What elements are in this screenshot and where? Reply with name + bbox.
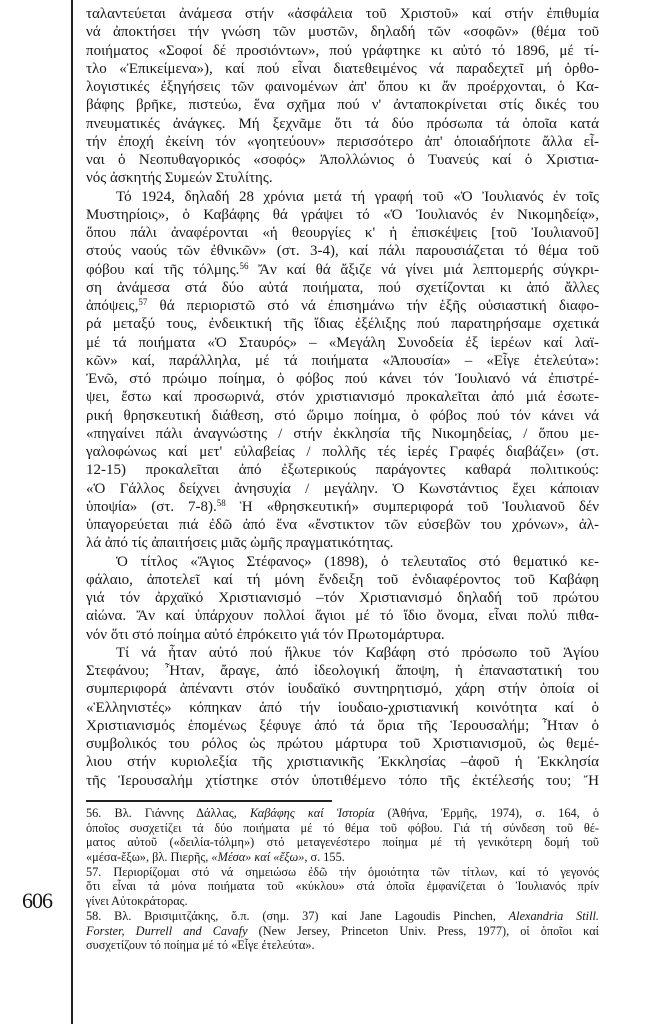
footnote-separator: [86, 800, 332, 802]
text-line: Χριστιανισμός ἑπομένως ξέφυγε ἀπό τά ὅρια τῆς Ἱερουσαλήμ; Ἦταν ὁ: [86, 717, 599, 734]
margin-rule: [71, 0, 73, 1024]
footnote-line: ὅτι εἶναι τά μόνα ποιήματα τοῦ «κύκλου» στά ὁποῖα ἐμφανίζεται ὁ Ἰουλιανός πρίν: [86, 879, 599, 894]
footnotes: [86, 806, 599, 953]
body-text: [86, 5, 599, 790]
text-line: ὅπου πάλι ἀναφέρονται «ἡ θεουργίες κ' ἡ ἐπισκέψεις [τοῦ Ἰουλιανοῦ]: [86, 225, 599, 241]
footnote-line: «μέσα-ἔξω», βλ. Πιερῆς, «Μέσα» καί «ἔξω», σ. 155.: [86, 850, 345, 865]
text-line: ση ἀνάμεσα στά δύο αὐτά ποιήματα, πού σχετίζονται κι ἀπό ἄλλες: [86, 279, 599, 296]
footnote-ref: 58: [216, 497, 226, 508]
text-line: Τό 1924, δηλαδή 28 χρόνια μετά τή γραφή τοῦ «Ὁ Ἰουλιανός ἐν τοῖς: [116, 188, 599, 205]
book-title: Forster, Durrell and Cavafy: [86, 923, 248, 938]
text-line: Ἐνῶ, στό πρώιμο ποίημα, ὁ φόβος πού κάνει τόν Ἰουλιανό νά ἐπιστρέ-: [86, 371, 599, 387]
footnote-line: ματος αὐτοῦ («δειλία-τόλμη») στό μεταγενέστερο ποίημα μέ τή γενικότερη δομή τοῦ: [86, 835, 599, 850]
text-line: «Ἑλληνιστές» κόπηκαν ἀπό τήν ἰουδαιο-χριστιανική κοινότητα καί ὁ: [86, 699, 599, 716]
text-line: Ὁ τίτλος «Ἅγιος Στέφανος» (1898), ὁ τελευταῖος στό θεματικό κε-: [116, 553, 599, 570]
footnote-line: γίνει Αὐτοκράτορας.: [86, 894, 188, 909]
footnote-line: 57. Περιορίζομαι στό νά σημειώσω ἐδῶ τήν ὁμοιότητα τῶν τίτλων, καί τό γεγονός: [86, 864, 599, 879]
text-line: νός ἀσκητής Συμεών Στυλίτης.: [86, 170, 273, 187]
text-line: τλο «Ἐπικείμενα»), καί πού εἶναι διατεθειμένος νά παραδεχτεῖ μή ὀρθο-: [86, 60, 599, 77]
text-line: φόβου καί τῆς τόλμης.$^{56}$ Ἄν καί θά ἄξιζε νά γίνει μιά λεπτομερής σύγκρι-: [86, 260, 599, 278]
book-title: Alexandria Still.: [508, 908, 599, 923]
text-line: Μυστηρίοις», ὁ Καβάφης θά γράψει τό «Ὁ Ἰουλιανός ἐν Νικομηδείᾳ»,: [86, 206, 599, 223]
text-line: λιου στήν κυριολεξία τῆς χριστιανικῆς Ἐκκλησίας –ἀφοῦ ἡ Ἐκκλησία: [86, 754, 599, 771]
footnote-ref: 57: [138, 297, 148, 307]
text-line: γιά τόν ἀρχαϊκό Χριστιανισμό –τόν Χριστιανισμό δηλαδή τοῦ πρώτου: [86, 590, 599, 606]
text-line: «πηγαίνει πάλι ἀναγνώστης / στήν ἐκκλησία τῆς Νικομηδείας, / ὅπου με-: [86, 425, 599, 442]
text-line: ρά μεταξύ τους, ἐνδεικτική τῆς ἴδιας ἐξέλιξης πού παρατηρήσαμε σχετικά: [86, 316, 599, 333]
text-line: κῶν» καί, παράλληλα, μέ τά ποιήματα «Ἀπουσία» – «Εἶγε ἐτελεύτα»:: [86, 352, 599, 369]
text-line: ποιήματος «Σοφοί δέ προσιόντων», πού γράφτηκε κι αὐτό τό 1896, μέ τί-: [86, 42, 599, 59]
text-line: πνευματικές ἀνάγκες. Μή ξεχνᾶμε ὅτι τά δύο πρόσωπα τά ὁποῖα κατά: [86, 115, 599, 132]
text-line: συμπεριφορά ἀπέναντι στόν ἰουδαϊκό συντηρητισμό, χάρη στήν ὁποία οἱ: [86, 681, 599, 698]
text-line: λογιστικές ἐξηγήσεις τῶν φαινομένων ἀπ' ὅπου κι ἄν προέρχονται, ὁ Κα-: [86, 79, 599, 95]
text-line: ψει, ἔστω καί προσωρινά, στόν χριστιανισμό προκαλεῖται ἀπό μιά ἐσωτε-: [86, 389, 599, 406]
text-line: στούς ναούς τῶν ἐθνικῶν» (στ. 3-4), καί πάλι παρουσιάζεται τό θέμα τοῦ: [86, 243, 599, 260]
footnote-line: ὁποῖος συσχετίζει τά δύο ποιήματα μέ τό θέμα τοῦ φόβου. Γιά τή σύνδεση τοῦ θέ-: [86, 820, 599, 835]
text-line: φάλαιο, ἀποτελεῖ καί τή μόνη ἔνδειξη τοῦ ἐνδιαφέροντος τοῦ Καβάφη: [86, 571, 599, 588]
text-line: τήν ἐποχή ἐκείνη τόν «γοητεύουν» περισσότερο ἀπ' ὁποιαδήποτε ἄλλα εἶ-: [86, 133, 599, 150]
text-line: νά ἀποκτήσει τήν γνώση τῶν μυστῶν, δηλαδή τῶν «σοφῶν» (θέμα τοῦ: [86, 24, 599, 41]
text-line: ρική θρησκευτική διάθεση, στό ὥριμο ποίημα, ὁ φόβος πού τόν κάνει νά: [86, 407, 599, 424]
book-title: Καβάφης καί Ἱστορία: [249, 806, 375, 820]
text-line: λά ἀπό τίς ἀπαιτήσεις μιᾶς ὠμῆς πραγματικότητας.: [86, 535, 394, 552]
footnote-line: συσχετίζουν τό ποίημα μέ τό «Εἶγε ἐτελεύτα».: [86, 938, 315, 953]
page-number: 606: [22, 888, 52, 913]
text-line: ὑπαγορεύεται πιά ἐδῶ ἀπό ἕνα «ἔνστικτον τῶν εὐσεβῶν του χρόνων», ἀλ-: [86, 517, 599, 533]
text-line: βάφης βρῆκε, πιστεύω, ἕνα σχῆμα πού ν' ἀνταποκρίνεται στίς δικές του: [86, 97, 599, 114]
footnote-line: Forster, Durrell and Cavafy (New Jersey, Princeton Univ. Press, 1977), οἱ ὁποῖοι καί: [86, 923, 599, 938]
text-line: συμβολικός του ρόλος ὡς πρώτου μάρτυρα τοῦ Χριστιανισμοῦ, ὡς θεμέ-: [86, 736, 599, 752]
text-line: Στεφάνου; Ἦταν, ἄραγε, ἀπό ἰδεολογική ἄποψη, ἡ ἐπαναστατική του: [86, 663, 599, 679]
text-line: Τί νά ἦταν αὐτό πού ἥλκυε τόν Καβάφη στό πρόσωπο τοῦ Ἁγίου: [116, 644, 599, 661]
text-line: ἀπόψεις,$^{57}$ θά περιοριστῶ στό νά ἐπισημάνω τήν ἑξῆς οὐσιαστική διαφο-: [86, 297, 599, 314]
text-line: «Ὁ Γάλλος δείχνει ἀνησυχία / μεγάλην. Ὁ Κωνστάντιος ἔχει κάποιαν: [86, 480, 599, 497]
text-line: ὑποψία» (στ. 7-8).$^{58}$ Ἡ «θρησκευτική» συμπεριφορά τοῦ Ἰουλιανοῦ δέν: [86, 497, 599, 515]
text-line: τῆς Ἱερουσαλήμ χτίστηκε στόν ὑποτιθέμενο τόπο τῆς ἐκτέλεσής του; Ἤ: [86, 772, 599, 789]
footnote-ref: 56: [239, 260, 249, 271]
text-line: νόν ὅτι στό ποίημα αὐτό ἐπρόκειτο γιά τόν Πρωτομάρτυρα.: [86, 626, 445, 643]
text-line: ταλαντεύεται ἀνάμεσα στήν «ἀσφάλεια τοῦ Χριστοῦ» καί στήν ἐπιθυμία: [86, 6, 599, 22]
footnote-line: 58. Βλ. Βρισιμιτζάκης, ὅ.π. (σημ. 37) καί Jane Lagoudis Pinchen, Alexandria Still.: [86, 908, 599, 923]
text-line: 12-15) προκαλεῖται ἀπό ἐξωτερικούς παράγοντες καθαρά πολιτικούς:: [86, 462, 599, 479]
book-title: «Μέσα» καί «ἔξω»: [211, 850, 305, 865]
text-line: μέ τά ποιήματα «Ὁ Σταυρός» – «Μεγάλη Συνοδεία ἐξ ἱερέων καί λαϊ-: [86, 334, 599, 351]
text-line: αἰώνα. Ἄν καί ὑπάρχουν πολλοί ἅγιοι μέ τό ἴδιο ὄνομα, εἶναι πολύ πιθα-: [86, 608, 599, 625]
text-line: γαλοφώνως καί μετ' εὐλαβείας / πολλῆς τές ἱερές Γραφές διαβάζει» (στ.: [86, 444, 599, 460]
text-line: ναι ὁ Νεοπυθαγορικός «σοφός» Ἀπολλώνιος ὁ Τυανεύς καί ὁ Χριστια-: [86, 152, 599, 168]
footnote-line: 56. Βλ. Γιάννης Δάλλας, Καβάφης καί Ἱστορία (Ἀθήνα, Ἑρμῆς, 1974), σ. 164, ὁ: [86, 806, 599, 820]
